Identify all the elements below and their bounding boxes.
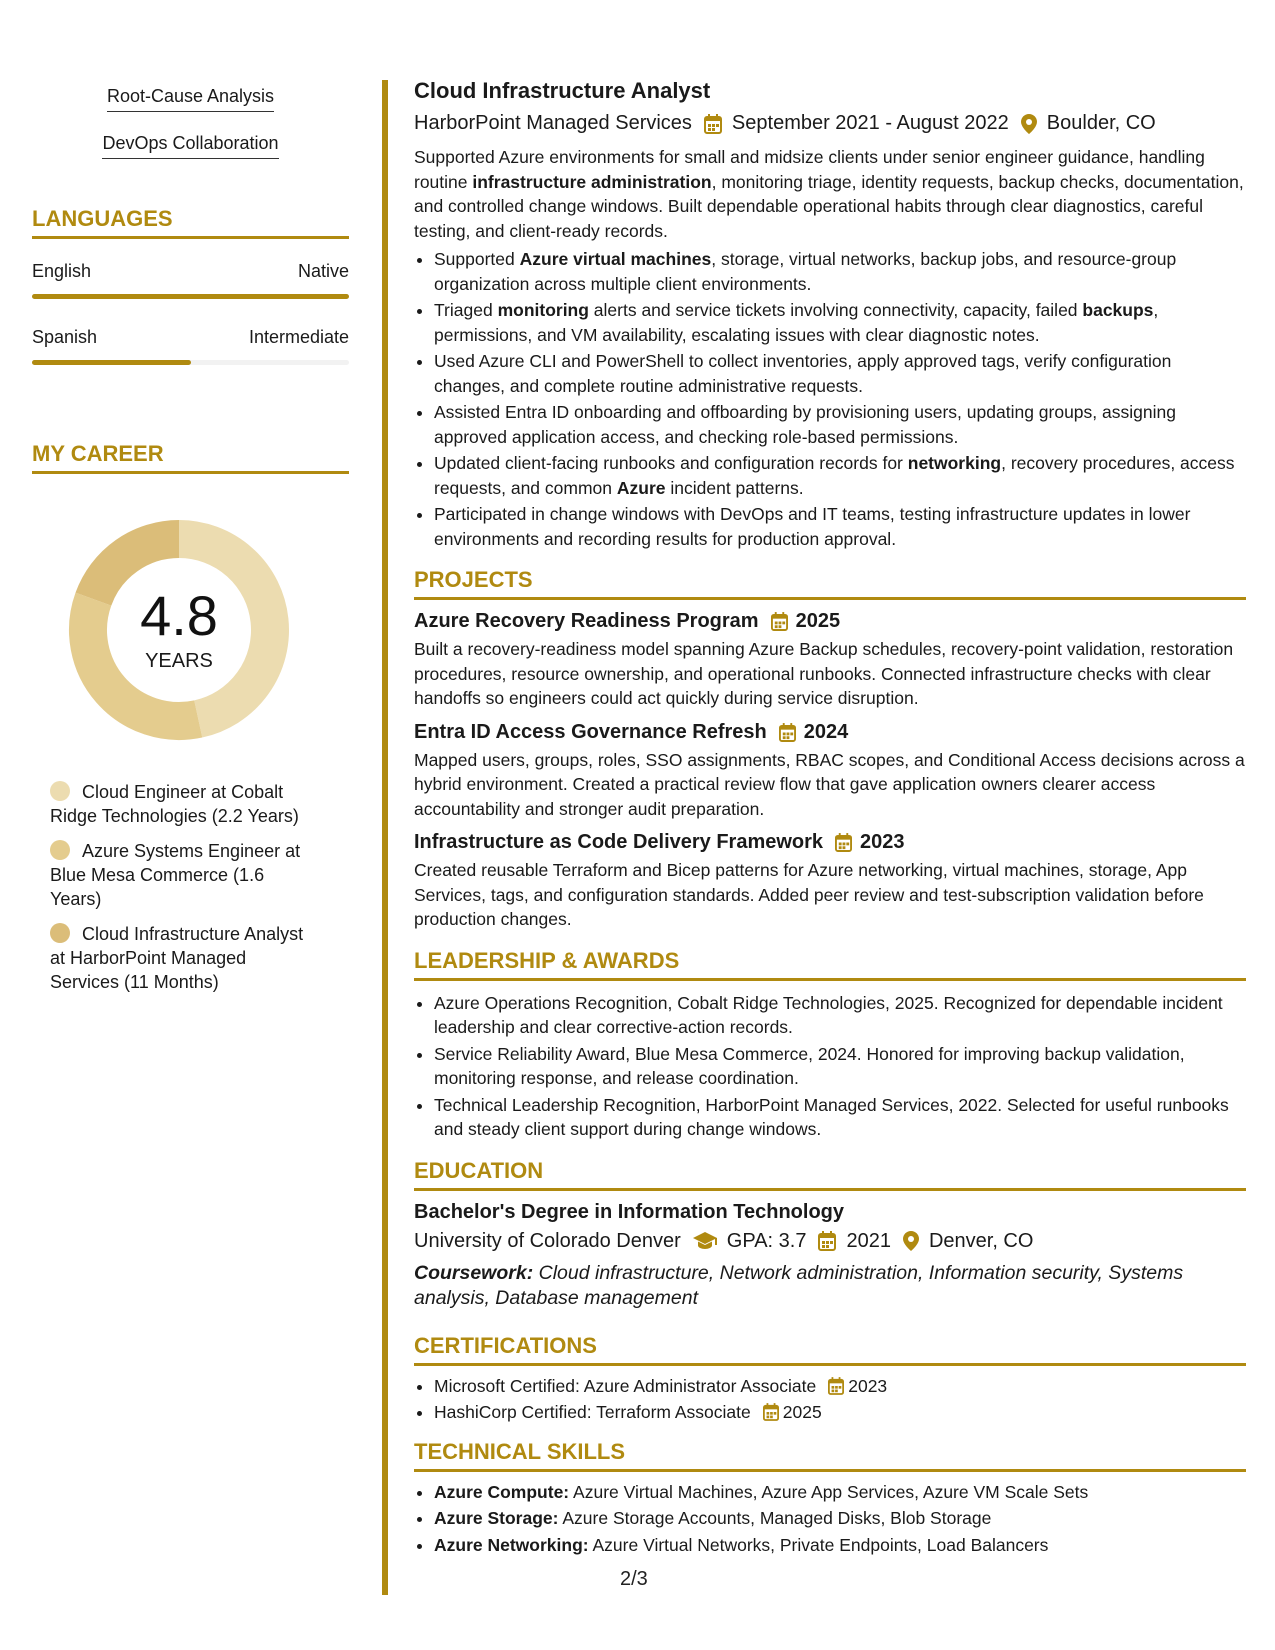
project-name: Infrastructure as Code Delivery Framework — [414, 831, 824, 853]
career-legend-item — [50, 839, 320, 911]
project-year: 2025 — [795, 610, 841, 632]
job-bullet: • Used Azure CLI and PowerShell to collect inventories, apply approved tags, verify configuration changes, and complete routine administrative requests. — [434, 349, 1246, 398]
coursework-list: Cloud infrastructure, Network administration, Information security, Systems analysis, Database management — [414, 1261, 1184, 1309]
project-name: Azure Recovery Readiness Program — [414, 610, 759, 632]
project-description: Mapped users, groups, roles, SSO assignments, RBAC scopes, and Conditional Access decisions across a hybrid environment. Created a practical review flow that gave application owners clearer access accountability and stronger audit preparation. — [414, 749, 1245, 819]
job-bullet: • Triaged monitoring alerts and service tickets involving connectivity, capacity, failed backups, permissions, and VM availability, escalating issues with clear diagnostic notes. — [434, 298, 1246, 347]
location-pin-icon — [903, 1231, 919, 1251]
language-item — [32, 327, 349, 365]
skill-value: Azure Storage Accounts, Managed Disks, Blob Storage — [558, 1508, 992, 1528]
career-legend-text: Azure Systems Engineer at Blue Mesa Commerce (1.6 Years) — [50, 841, 301, 909]
certifications-heading: CERTIFICATIONS — [414, 1333, 1246, 1366]
job-bullet: • Participated in change windows with DevOps and IT teams, testing infrastructure updates in lower environments and recording results for production approval. — [434, 502, 1246, 551]
language-bar — [32, 360, 349, 365]
location-pin-icon — [1021, 114, 1037, 134]
education-meta — [414, 1230, 1246, 1253]
strength-item: Root-Cause Analysis — [107, 86, 274, 112]
calendar-icon — [763, 1403, 779, 1421]
job-meta — [414, 112, 1246, 135]
language-name: English — [32, 261, 92, 281]
job-bullet: • Supported Azure virtual machines, storage, virtual networks, backup jobs, and resource-group organization across multiple client environments. — [434, 247, 1246, 296]
career-total-value: 4.8 — [140, 583, 218, 647]
strength-item: DevOps Collaboration — [102, 133, 278, 159]
projects-heading: PROJECTS — [414, 567, 1246, 600]
job-bullets — [414, 247, 1246, 551]
project-item — [414, 831, 1246, 932]
project-description: Created reusable Terraform and Bicep patterns for Azure networking, virtual machines, storage, App Services, tags, and configuration standards. Added peer review and test-subscription validation before production changes. — [414, 860, 1204, 929]
skill-value: Azure Virtual Machines, Azure App Services, Azure VM Scale Sets — [569, 1481, 1089, 1502]
education-heading: EDUCATION — [414, 1158, 1246, 1191]
certifications-list — [414, 1374, 1246, 1425]
career-legend-item — [50, 780, 320, 828]
column-divider — [382, 80, 388, 1595]
project-year: 2024 — [803, 720, 849, 743]
job-location: Boulder, CO — [1046, 112, 1156, 134]
job-summary: Supported Azure environments for small and midsize clients under senior engineer guidance, handling routine infrastructure administration, monitoring triage, identity requests, backup checks, documentation, and controlled change windows. Built dependable operational habits through clear diagnostics, careful testing, and client-ready records. — [414, 147, 1244, 241]
language-bar-fill — [32, 360, 191, 365]
language-item — [32, 261, 349, 299]
skill-value: Azure Virtual Networks, Private Endpoints, Load Balancers — [588, 1534, 1049, 1555]
language-level: Native — [297, 261, 349, 281]
language-bar-fill — [32, 294, 349, 299]
language-bar — [32, 294, 349, 299]
calendar-icon — [818, 1231, 836, 1251]
skill-label: Azure Networking: — [434, 1534, 589, 1555]
degree-title: Bachelor's Degree in Information Technology — [414, 1200, 845, 1223]
skill-label: Azure Compute: — [434, 1481, 570, 1502]
career-donut-chart — [67, 518, 291, 742]
coursework-label: Coursework: — [414, 1261, 534, 1284]
calendar-icon — [779, 723, 796, 742]
certification-name: • Microsoft Certified: Azure Administrator Associate — [434, 1375, 817, 1396]
leadership-list — [414, 991, 1246, 1142]
job-company: HarborPoint Managed Services — [414, 112, 692, 134]
job-title: Cloud Infrastructure Analyst — [414, 78, 711, 103]
graduation-cap-icon — [693, 1232, 717, 1250]
calendar-icon — [835, 833, 852, 852]
career-total-unit: YEARS — [145, 649, 213, 672]
school-name: University of Colorado Denver — [414, 1229, 681, 1252]
job-dates: September 2021 - August 2022 — [731, 112, 1009, 134]
career-legend-text: Cloud Infrastructure Analyst at HarborPoint Managed Services (11 Months) — [50, 924, 304, 992]
career-legend-item — [50, 922, 320, 994]
legend-dot — [50, 923, 70, 943]
skills-list — [414, 1480, 1246, 1558]
project-name: Entra ID Access Governance Refresh — [414, 720, 767, 743]
language-name: Spanish — [32, 327, 98, 347]
left-column — [32, 86, 349, 1005]
certification-year: 2025 — [782, 1402, 822, 1422]
leadership-item: • Service Reliability Award, Blue Mesa Commerce, 2024. Honored for improving backup validation, monitoring response, and release coordination. — [434, 1042, 1246, 1091]
page-number: 2/3 — [620, 1568, 648, 1590]
project-item — [414, 610, 1246, 711]
skill-item — [434, 1533, 1246, 1558]
certification-name: • HashiCorp Certified: Terraform Associate — [434, 1402, 751, 1422]
coursework — [414, 1261, 1246, 1311]
education-location: Denver, CO — [928, 1229, 1034, 1252]
gpa: GPA: 3.7 — [726, 1229, 807, 1252]
calendar-icon — [704, 114, 722, 134]
legend-dot — [50, 840, 70, 860]
job-bullet: • Updated client-facing runbooks and configuration records for networking, recovery procedures, access requests, and common Azure incident patterns. — [434, 451, 1246, 500]
certification-year: 2023 — [848, 1375, 888, 1396]
right-column — [414, 78, 1246, 1559]
graduation-year: 2021 — [846, 1229, 891, 1252]
legend-dot — [50, 781, 70, 801]
career-legend-text: Cloud Engineer at Cobalt Ridge Technologies (2.2 Years) — [50, 782, 299, 826]
project-item — [414, 721, 1246, 822]
skill-label: Azure Storage: — [434, 1508, 559, 1528]
leadership-item: • Technical Leadership Recognition, HarborPoint Managed Services, 2022. Selected for useful runbooks and steady client support during change windows. — [434, 1093, 1246, 1142]
calendar-icon — [771, 612, 788, 631]
project-year: 2023 — [860, 831, 905, 853]
strengths-list — [32, 86, 349, 180]
leadership-item: • Azure Operations Recognition, Cobalt Ridge Technologies, 2025. Recognized for dependable incident leadership and clear corrective-action records. — [434, 991, 1246, 1040]
leadership-heading: LEADERSHIP & AWARDS — [414, 948, 1246, 981]
calendar-icon — [828, 1377, 844, 1395]
skill-item — [434, 1506, 1246, 1531]
career-legend — [32, 780, 349, 994]
job-bullet: • Assisted Entra ID onboarding and offboarding by provisioning users, updating groups, assigning approved application access, and checking role-based permissions. — [434, 400, 1246, 449]
certification-item — [434, 1374, 1246, 1399]
career-heading: MY CAREER — [32, 441, 349, 474]
certification-item — [434, 1400, 1246, 1425]
project-description: Built a recovery-readiness model spanning Azure Backup schedules, recovery-point validation, restoration procedures, resource ownership, and operational runbooks. Connected infrastructure checks with clear handoffs so engineers could act quickly during service disruption. — [414, 639, 1234, 708]
languages-heading: LANGUAGES — [32, 206, 349, 239]
skills-heading: TECHNICAL SKILLS — [414, 1439, 1246, 1472]
skill-item — [434, 1480, 1246, 1505]
language-level: Intermediate — [248, 327, 349, 347]
